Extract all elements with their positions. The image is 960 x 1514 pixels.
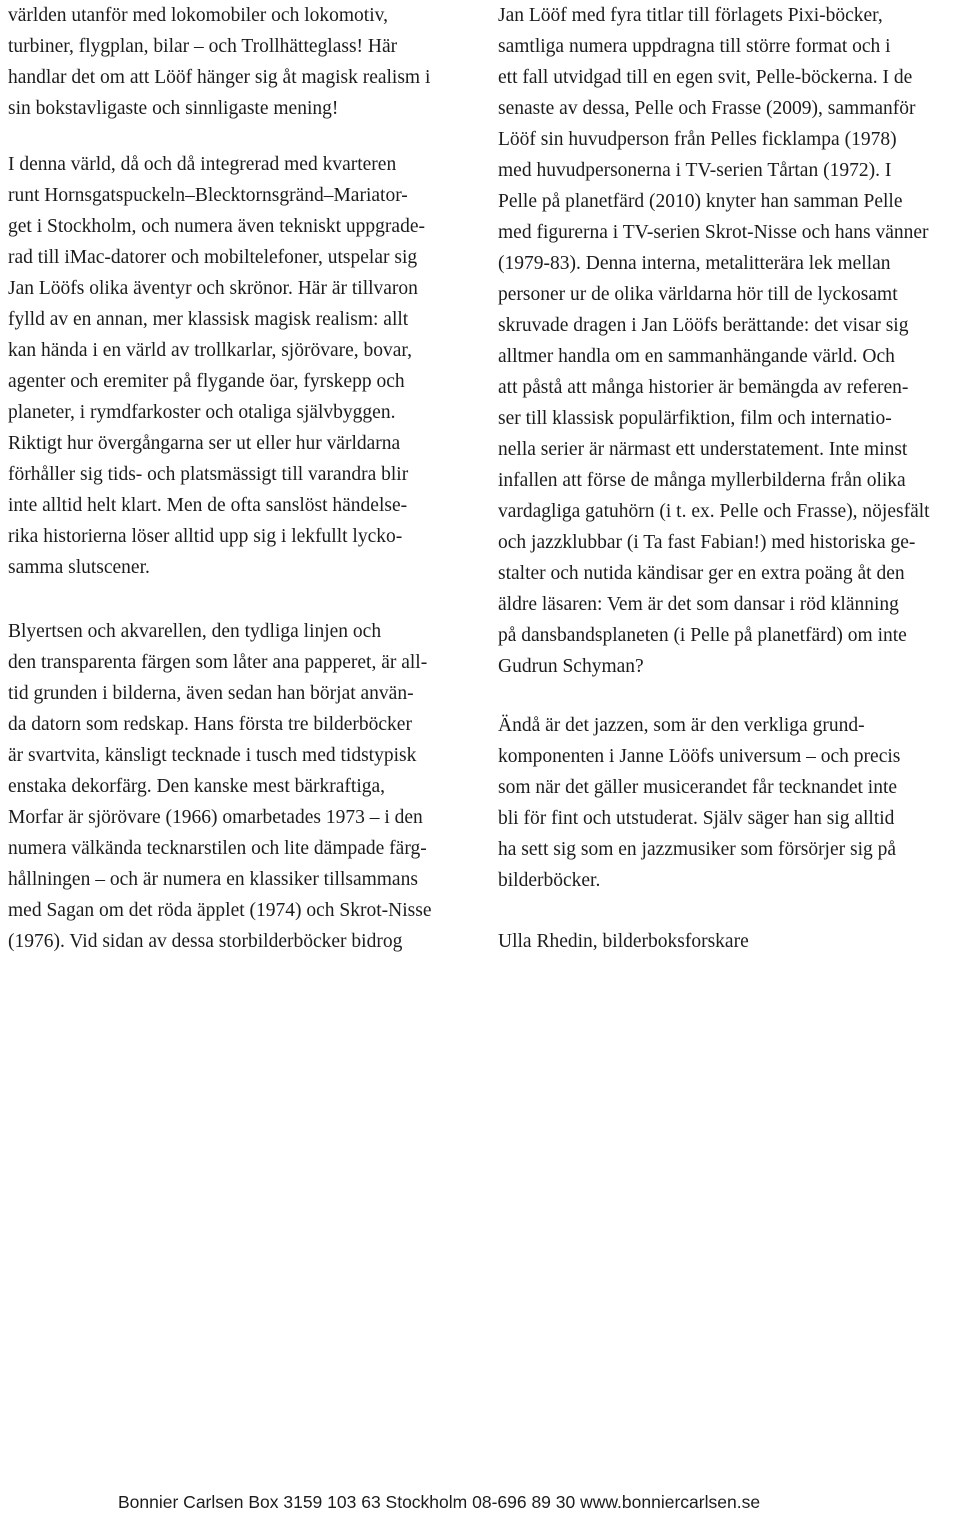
body-line: kan hända i en värld av trollkarlar, sjörövare, bovar,	[8, 340, 412, 361]
body-line: ett fall utvidgad till en egen svit, Pelle-böckerna. I de	[498, 67, 913, 88]
body-line: Gudrun Schyman?	[498, 656, 644, 677]
body-line: den transparenta färgen som låter ana papperet, är all-	[8, 652, 428, 673]
body-line: världen utanför med lokomobiler och lokomotiv,	[8, 5, 388, 26]
body-line: med Sagan om det röda äpplet (1974) och Skrot-Nisse	[8, 900, 432, 921]
body-line: Lööf sin huvudperson från Pelles ficklampa (1978)	[498, 129, 897, 150]
paragraph-lead-line: Ändå är det jazzen, som är den verkliga grund-	[498, 715, 865, 736]
body-line: Pelle på planetfärd (2010) knyter han samman Pelle	[498, 191, 903, 212]
body-line: sin bokstavligaste och sinnligaste mening!	[8, 98, 339, 119]
body-line: get i Stockholm, och numera även tekniskt uppgrade-	[8, 216, 425, 237]
body-line: Jan Lööfs olika äventyr och skrönor. Här är tillvaron	[8, 278, 418, 299]
body-line: förhåller sig tids- och platsmässigt till varandra blir	[8, 464, 409, 485]
body-line: inte alltid helt klart. Men de ofta sanslöst händelse-	[8, 495, 408, 516]
body-line: (1979-83). Denna interna, metalitterära lek mellan	[498, 253, 891, 274]
body-line: runt Hornsgatspuckeln–Blecktornsgränd–Mariator-	[8, 185, 408, 206]
body-line: planeter, i rymdfarkoster och otaliga självbyggen.	[8, 402, 396, 423]
body-line: rika historierna löser alltid upp sig i lekfullt lycko-	[8, 526, 403, 547]
body-line: enstaka dekorfärg. Den kanske mest bärkraftiga,	[8, 776, 386, 797]
body-line: numera välkända tecknarstilen och lite dämpade färg-	[8, 838, 427, 859]
body-line: som när det gäller musicerandet får tecknandet inte	[498, 777, 898, 798]
paragraph-lead-line: Blyertsen och akvarellen, den tydliga linjen och	[8, 621, 382, 642]
body-line: samma slutscener.	[8, 557, 150, 578]
body-line: stalter och nutida kändisar ger en extra poäng åt den	[498, 563, 905, 584]
body-line: Morfar är sjörövare (1966) omarbetades 1973 – i den	[8, 807, 423, 828]
body-line: fylld av en annan, mer klassisk magisk realism: allt	[8, 309, 409, 330]
body-line: nella serier är närmast ett understatement. Inte minst	[498, 439, 908, 460]
body-line: bilderböcker.	[498, 870, 601, 891]
body-line: skruvade dragen i Jan Lööfs berättande: det visar sig	[498, 315, 909, 336]
body-line: är svartvita, känsligt tecknade i tusch med tidstypisk	[8, 745, 417, 766]
body-line: infallen att förse de många myllerbilderna från olika	[498, 470, 906, 491]
body-line: vardagliga gatuhörn (i t. ex. Pelle och Frasse), nöjesfält	[498, 501, 930, 522]
body-line: handlar det om att Lööf hänger sig åt magisk realism i	[8, 67, 431, 88]
body-line: senaste av dessa, Pelle och Frasse (2009), sammanför	[498, 98, 916, 119]
body-line: och jazzklubbar (i Ta fast Fabian!) med historiska ge-	[498, 532, 916, 553]
body-line: bli för fint och utstuderat. Själv säger han sig alltid	[498, 808, 895, 829]
body-line: tid grunden i bilderna, även sedan han börjat använ-	[8, 683, 414, 704]
body-line: ser till klassisk populärfiktion, film och internatio-	[498, 408, 892, 429]
body-line: med huvudpersonerna i TV-serien Tårtan (1972). I	[498, 160, 892, 181]
body-line: Jan Lööf med fyra titlar till förlagets Pixi-böcker,	[498, 5, 883, 26]
body-line: personer ur de olika världarna hör till de lyckosamt	[498, 284, 898, 305]
body-line: äldre läsaren: Vem är det som dansar i röd klänning	[498, 594, 899, 615]
body-line: turbiner, flygplan, bilar – och Trollhätteglass! Här	[8, 36, 398, 57]
body-line: agenter och eremiter på flygande öar, fyrskepp och	[8, 371, 405, 392]
body-line: att påstå att många historier är bemängda av referen-	[498, 377, 909, 398]
body-line: alltmer handla om en sammanhängande värld. Och	[498, 346, 895, 367]
body-line: da datorn som redskap. Hans första tre bilderböcker	[8, 714, 412, 735]
body-line: på dansbandsplaneten (i Pelle på planetfärd) om inte	[498, 625, 907, 646]
body-line: samtliga numera uppdragna till större format och i	[498, 36, 891, 57]
body-line: hållningen – och är numera en klassiker tillsammans	[8, 869, 418, 890]
body-line: ha sett sig som en jazzmusiker som försörjer sig på	[498, 839, 897, 860]
body-line: komponenten i Janne Lööfs universum – och precis	[498, 746, 901, 767]
body-line: rad till iMac-datorer och mobiltelefoner, utspelar sig	[8, 247, 418, 268]
body-line: (1976). Vid sidan av dessa storbilderböcker bidrog	[8, 931, 403, 952]
body-line: Riktigt hur övergångarna ser ut eller hur världarna	[8, 433, 401, 454]
body-line: med figurerna i TV-serien Skrot-Nisse och hans vänner	[498, 222, 929, 243]
publisher-footer: Bonnier Carlsen Box 3159 103 63 Stockholm 08-696 89 30 www.bonniercarlsen.se	[118, 1492, 761, 1512]
paragraph-lead-line: I denna värld, då och då integrerad med kvarteren	[8, 154, 397, 175]
author-signature: Ulla Rhedin, bilderboksforskare	[498, 931, 749, 952]
